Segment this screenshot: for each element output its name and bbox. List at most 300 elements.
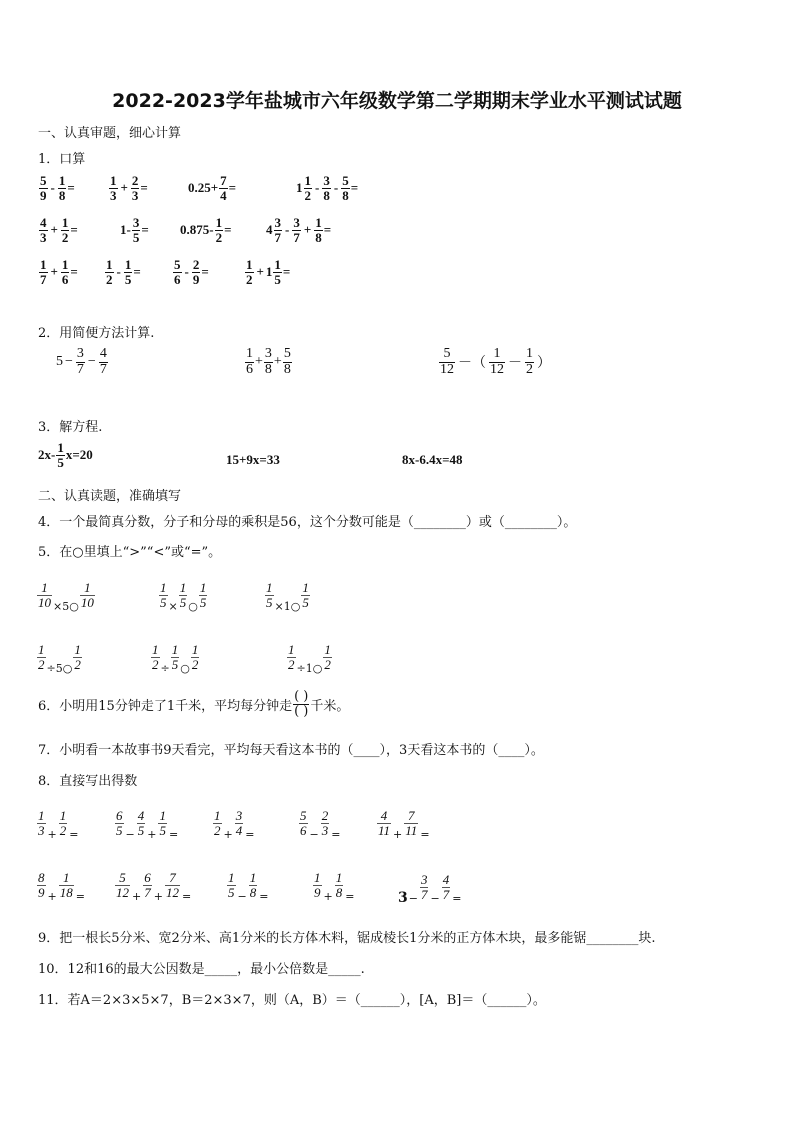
math-symbol: =: [228, 180, 237, 196]
math-symbol: +: [256, 264, 264, 280]
denominator: 5: [116, 823, 123, 838]
q1-r1-expr-3: [188, 174, 236, 202]
q1-r2-expr-2: [120, 216, 149, 244]
fraction: [322, 174, 331, 202]
math-symbol: =: [224, 222, 232, 238]
numerator: 1: [314, 870, 321, 886]
numerator: 1: [324, 642, 331, 658]
numerator: 1: [159, 808, 166, 824]
denominator: 8: [315, 229, 322, 245]
q5-item-4: [36, 640, 83, 675]
denominator: 5: [302, 595, 309, 610]
denominator: 5: [57, 454, 64, 470]
math-symbol: =: [141, 222, 149, 238]
fraction: [245, 258, 254, 286]
denominator: 18: [59, 885, 73, 900]
math-symbol: =: [168, 828, 179, 841]
numerator: 3: [132, 215, 140, 230]
numerator: 1: [61, 257, 69, 272]
fraction: [227, 871, 236, 899]
math-symbol: −: [237, 890, 247, 903]
numerator: 1: [179, 580, 187, 596]
math-symbol: +: [120, 180, 128, 196]
numerator: 1: [191, 642, 199, 658]
fraction: [179, 581, 188, 609]
question-10: 10．12和16的最大公因数是_____，最小公倍数是_____.: [38, 962, 365, 977]
numerator: 5: [40, 173, 47, 188]
denominator: 3: [110, 187, 117, 203]
math-symbol: ○: [188, 600, 198, 613]
fraction: [213, 809, 222, 837]
math-symbol: ÷5○: [46, 662, 73, 675]
denominator: 7: [293, 229, 300, 245]
denominator: 2: [324, 657, 331, 672]
numerator: 1: [40, 257, 47, 272]
q1-r1-expr-4: [296, 174, 358, 202]
fraction: [283, 347, 292, 377]
q8-r2-item-2: [114, 868, 192, 903]
math-symbol: -: [315, 180, 320, 196]
fraction: [158, 809, 167, 837]
denominator: ( ): [294, 703, 309, 719]
math-symbol: 千米。: [310, 698, 350, 714]
fraction: [115, 871, 130, 899]
numerator: 2: [131, 173, 139, 188]
numerator: 8: [38, 870, 45, 886]
denominator: 5: [228, 885, 235, 900]
numerator: 5: [174, 257, 181, 272]
math-symbol: 1: [296, 180, 303, 196]
denominator: 5: [124, 271, 132, 287]
numerator: 4: [377, 809, 391, 824]
fraction: [143, 871, 152, 899]
q8-r1-item-3: [212, 806, 255, 841]
numerator: 1: [171, 642, 179, 658]
section-heading-2: 二、认真读题，准确填写: [38, 489, 182, 504]
fraction: [245, 347, 254, 377]
denominator: 2: [152, 657, 159, 672]
denominator: 7: [420, 886, 428, 902]
numerator: 5: [283, 346, 291, 361]
math-symbol: -: [285, 222, 290, 238]
denominator: 7: [274, 229, 281, 245]
denominator: 6: [174, 271, 181, 287]
fraction: [442, 873, 451, 901]
denominator: 5: [159, 823, 166, 838]
q5-item-6: [286, 640, 333, 675]
fraction: [341, 174, 350, 202]
numerator: 6: [116, 808, 123, 824]
fraction: [525, 347, 534, 377]
denominator: 2: [304, 187, 311, 203]
math-symbol: +: [50, 264, 58, 280]
fraction: [287, 643, 296, 671]
denominator: 8: [335, 885, 343, 900]
fraction: [292, 216, 301, 244]
denominator: 2: [38, 657, 45, 672]
math-symbol: +: [323, 890, 333, 903]
fraction: [191, 643, 200, 671]
denominator: 9: [40, 187, 47, 203]
q8-r2-item-5: [398, 868, 462, 906]
numerator: 1: [110, 173, 117, 188]
math-symbol: −: [430, 891, 440, 905]
fraction: [489, 347, 505, 377]
math-symbol: =: [331, 828, 341, 841]
denominator: 5: [266, 595, 273, 610]
question-4: 4．一个最简真分数，分子和分母的乘积是56，这个分数可能是（________）或（________）。: [38, 515, 577, 530]
denominator: 2: [191, 657, 199, 672]
numerator: 3: [420, 871, 428, 887]
denominator: 4: [220, 187, 227, 203]
denominator: 6: [300, 823, 307, 838]
math-symbol: 3: [398, 890, 408, 906]
fraction: [235, 809, 244, 837]
fraction: [37, 809, 46, 837]
denominator: 3: [38, 823, 45, 838]
question-5-label: 5．在○里填上“>”“<”或“=”。: [38, 545, 222, 560]
numerator: 1: [315, 215, 322, 230]
fraction: [335, 871, 344, 899]
denominator: 5: [179, 595, 187, 610]
denominator: 10: [80, 595, 94, 610]
denominator: 7: [442, 886, 450, 902]
q1-r2-expr-4: [266, 216, 331, 244]
math-symbol: x=20: [65, 447, 93, 463]
numerator: 1: [215, 215, 223, 230]
denominator: 3: [131, 187, 139, 203]
question-6: [38, 690, 349, 718]
math-symbol: =: [133, 264, 141, 280]
q5-item-1: [36, 578, 96, 613]
math-symbol: ×5○: [53, 600, 79, 613]
denominator: 12: [165, 885, 179, 900]
q1-r3-expr-2: [104, 258, 141, 286]
fraction: [39, 216, 48, 244]
denominator: 4: [235, 823, 243, 838]
math-symbol: 1-: [120, 222, 131, 238]
denominator: 2: [246, 271, 253, 287]
q1-r3-expr-3: [172, 258, 209, 286]
math-symbol: =: [75, 890, 85, 903]
denominator: 2: [214, 823, 221, 838]
numerator: 1: [214, 808, 221, 824]
q3-eq-1: [38, 441, 93, 469]
math-symbol: =: [70, 264, 78, 280]
math-symbol: =: [323, 222, 332, 238]
math-symbol: =: [259, 890, 269, 903]
denominator: 2: [74, 657, 81, 672]
page-title: 2022-2023学年盐城市六年级数学第二学期期末学业水平测试试题: [112, 90, 682, 112]
question-8-label: 8．直接写出得数: [38, 774, 138, 789]
math-symbol: =: [350, 180, 359, 196]
numerator: 1: [304, 173, 311, 188]
numerator: 5: [115, 871, 130, 886]
math-symbol: +: [50, 222, 58, 238]
numerator: 1: [124, 257, 132, 272]
denominator: 2: [288, 657, 295, 672]
denominator: 5: [132, 229, 140, 245]
fraction: [173, 258, 182, 286]
math-symbol: 4: [266, 222, 273, 238]
math-symbol: +: [303, 222, 312, 238]
fraction: [37, 581, 52, 609]
fraction: [192, 258, 201, 286]
math-symbol: −: [65, 354, 73, 370]
numerator: 3: [235, 808, 243, 824]
q8-r2-item-3: [226, 868, 269, 903]
q8-r1-item-2: [114, 806, 179, 841]
math-symbol: ）: [537, 356, 551, 372]
numerator: 6: [144, 870, 151, 886]
numerator: 3: [293, 215, 300, 230]
fraction: [323, 643, 332, 671]
fraction: [273, 258, 282, 286]
numerator: 4: [40, 215, 47, 230]
math-symbol: －（: [458, 356, 486, 372]
fraction: [404, 809, 418, 837]
fraction: [159, 581, 168, 609]
fraction: [420, 873, 429, 901]
numerator: 1: [246, 346, 253, 361]
math-symbol: +: [47, 890, 57, 903]
math-symbol: =: [420, 828, 430, 841]
math-symbol: ÷: [160, 662, 170, 675]
numerator: 1: [249, 870, 257, 886]
fraction: [215, 216, 224, 244]
numerator: 1: [106, 257, 113, 272]
math-symbol: ÷1○: [296, 662, 323, 675]
fraction: [171, 643, 180, 671]
q3-eq-2: 15+9x=33: [226, 452, 280, 467]
numerator: 3: [274, 215, 281, 230]
q8-r2-item-4: [312, 868, 355, 903]
fraction: [165, 871, 180, 899]
denominator: 9: [314, 885, 321, 900]
fraction: [137, 809, 146, 837]
denominator: 12: [116, 885, 129, 900]
denominator: 5: [160, 595, 167, 610]
math-symbol: =: [69, 828, 79, 841]
numerator: 7: [165, 871, 180, 886]
denominator: 8: [323, 187, 330, 203]
q1-r3-expr-1: [38, 258, 78, 286]
q2-expr-3: [438, 347, 553, 377]
fraction: [199, 581, 208, 609]
q1-r3-expr-4: [244, 258, 290, 286]
math-symbol: +: [147, 828, 157, 841]
denominator: 11: [378, 823, 391, 838]
numerator: 1: [61, 215, 69, 230]
numerator: 4: [137, 808, 145, 824]
fraction: [124, 258, 133, 286]
fraction: [73, 643, 82, 671]
fraction: [151, 643, 160, 671]
numerator: 1: [246, 257, 253, 272]
denominator: 8: [283, 361, 291, 377]
q5-item-5: [150, 640, 200, 675]
numerator: 1: [74, 642, 81, 658]
denominator: 7: [144, 885, 151, 900]
numerator: 1: [58, 173, 66, 188]
numerator: 7: [404, 809, 418, 824]
fraction: [59, 871, 74, 899]
math-symbol: －: [508, 356, 522, 372]
q8-r1-item-1: [36, 806, 79, 841]
q8-r1-item-5: [376, 806, 431, 841]
math-symbol: 0.875-: [180, 222, 214, 238]
fraction: [219, 174, 228, 202]
denominator: 12: [490, 361, 504, 377]
question-3-label: 3．解方程.: [38, 420, 103, 435]
math-symbol: 1: [265, 264, 273, 280]
numerator: 2: [321, 808, 329, 824]
math-symbol: =: [140, 180, 148, 196]
numerator: 4: [99, 346, 107, 361]
fraction: [61, 258, 70, 286]
math-symbol: +: [393, 828, 403, 841]
q1-r2-expr-3: [180, 216, 232, 244]
denominator: 7: [40, 271, 47, 287]
numerator: 1: [288, 642, 295, 658]
denominator: 7: [99, 361, 107, 377]
numerator: 5: [342, 173, 349, 188]
fraction: [299, 809, 308, 837]
fraction: [377, 809, 391, 837]
numerator: 1: [489, 347, 505, 363]
denominator: 2: [61, 229, 69, 245]
numerator: 1: [57, 440, 64, 455]
math-symbol: =: [181, 890, 192, 903]
math-symbol: -: [50, 180, 55, 196]
numerator: 1: [160, 580, 167, 596]
denominator: 7: [76, 361, 84, 377]
denominator: 6: [61, 271, 69, 287]
math-symbol: -: [184, 264, 189, 280]
numerator: 5: [300, 808, 307, 824]
numerator: 1: [199, 580, 207, 596]
denominator: 2: [59, 823, 67, 838]
denominator: 8: [249, 885, 257, 900]
numerator: 1: [274, 257, 281, 272]
question-7: 7．小明看一本故事书9天看完，平均每天看这本书的（____），3天看这本书的（____）。: [38, 743, 544, 758]
fraction: [301, 581, 310, 609]
math-symbol: −: [125, 828, 135, 841]
math-symbol: 0.25+: [188, 180, 219, 196]
fraction: [59, 809, 68, 837]
math-symbol: =: [345, 890, 355, 903]
math-symbol: −: [87, 354, 96, 370]
q3-eq-3: 8x-6.4x=48: [402, 452, 463, 467]
denominator: 9: [192, 271, 200, 287]
fraction: [131, 174, 140, 202]
numerator: 1: [335, 870, 343, 886]
math-symbol: +: [223, 828, 233, 841]
numerator: 3: [76, 346, 84, 361]
denominator: 5: [171, 657, 179, 672]
numerator: 7: [220, 173, 227, 188]
q1-r1-expr-1: [38, 174, 75, 202]
denominator: 6: [246, 361, 253, 377]
math-symbol: =: [452, 891, 462, 905]
fraction: [115, 809, 124, 837]
fraction: [105, 258, 114, 286]
math-symbol: −: [309, 828, 319, 841]
q2-expr-2: [244, 347, 293, 377]
math-symbol: −: [408, 891, 418, 905]
math-symbol: 5: [56, 354, 63, 370]
fraction: [37, 643, 46, 671]
fraction: [265, 581, 274, 609]
denominator: 12: [440, 361, 454, 377]
numerator: 4: [442, 871, 450, 887]
numerator: 1: [152, 642, 159, 658]
fraction: [99, 347, 108, 377]
denominator: 11: [405, 823, 418, 838]
math-symbol: =: [201, 264, 209, 280]
denominator: 5: [199, 595, 207, 610]
denominator: 10: [38, 595, 51, 610]
fraction: [39, 258, 48, 286]
fraction: [274, 216, 283, 244]
fraction: [264, 347, 273, 377]
math-symbol: +: [273, 354, 282, 370]
math-symbol: -: [116, 264, 121, 280]
math-symbol: =: [67, 180, 75, 196]
question-1-label: 1．口算: [38, 152, 86, 167]
fraction: [56, 441, 65, 469]
numerator: 1: [228, 870, 235, 886]
denominator: 2: [526, 361, 533, 377]
denominator: 5: [274, 271, 281, 287]
q1-r1-expr-2: [108, 174, 148, 202]
fraction: [321, 809, 330, 837]
denominator: 8: [264, 361, 272, 377]
math-symbol: -: [333, 180, 339, 196]
math-symbol: =: [245, 828, 255, 841]
math-symbol: =: [70, 222, 78, 238]
denominator: 8: [342, 187, 349, 203]
fraction: [39, 174, 48, 202]
math-symbol: +: [153, 890, 163, 903]
numerator: 5: [439, 347, 455, 363]
math-symbol: +: [255, 354, 263, 370]
q8-r1-item-4: [298, 806, 341, 841]
numerator: 1: [526, 346, 533, 361]
numerator: 1: [80, 581, 95, 596]
numerator: 1: [302, 580, 309, 596]
fraction: [109, 174, 118, 202]
q1-r2-expr-1: [38, 216, 78, 244]
denominator: 2: [215, 229, 223, 245]
fraction: [132, 216, 141, 244]
math-symbol: ×: [168, 600, 178, 613]
question-9: 9．把一根长5分米、宽2分米、高1分米的长方体木料，锯成棱长1分米的正方体木块，最多能锯________块.: [38, 931, 656, 946]
numerator: 1: [266, 580, 273, 596]
math-symbol: =: [282, 264, 291, 280]
math-symbol: ○: [180, 662, 190, 675]
q2-expr-1: [56, 347, 109, 377]
numerator: 1: [38, 642, 45, 658]
fraction: [37, 871, 46, 899]
math-symbol: 2x-: [38, 447, 56, 463]
numerator: ( ): [294, 689, 309, 704]
denominator: 5: [137, 823, 145, 838]
denominator: 2: [106, 271, 113, 287]
fraction: [249, 871, 258, 899]
math-symbol: +: [47, 828, 57, 841]
fraction: [439, 347, 455, 377]
